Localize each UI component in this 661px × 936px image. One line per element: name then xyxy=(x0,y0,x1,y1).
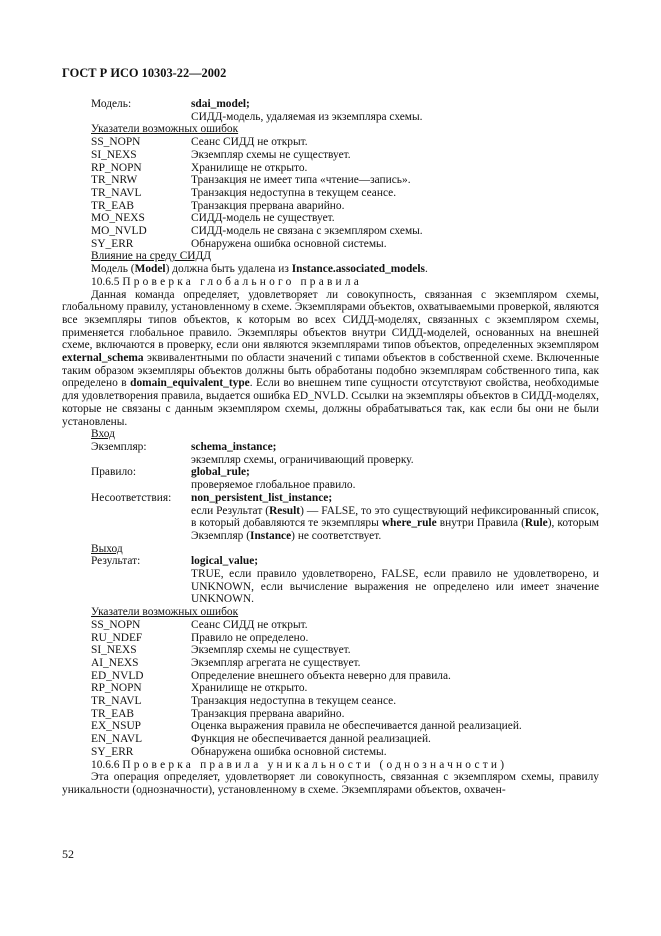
section-10-6-6-heading xyxy=(62,759,599,772)
error-row xyxy=(91,682,599,695)
error-text: СИДД-модель не связана с экземпляром схемы. xyxy=(191,225,423,238)
section-10-6-5-paragraph: Данная команда определяет, удовлетворяет ли совокупность, связанная с экземпляром схемы, глобальному правилу, установленному в схеме. Экземплярами объектов, охватываемыми проверкой, являются все экземпляры типов объектов, к которым во всех СИДД-моделях, связанных с экземпляром схемы, применяется глобальное правило. Экземпляры объектов внутри СИДД-моделей, основанных на внешней схеме, включаются в проверку, если они являются экземплярами типов объектов, определенных экземпляром external_schema эквивалентными по области значений с типами объектов в собственной схеме. Включенные таким образом экземпляры объектов должны быть обработаны подобно экземплярам собственного типа, как определено в domain_equivalent_type. Если во внешнем типе сущности отсутствуют свойства, необходимые для удовлетворения правила, выдается ошибка ED_NVLD. Ссылки на экземпляры объектов в СИДД-моделях, которые не связаны с данным экземпляром схемы, должны обрабатываться так, как если бы они не были установлены. xyxy=(62,288,599,428)
model-name: sdai_model; xyxy=(191,98,250,110)
error-text: Транзакция не имеет типа «чтение—запись». xyxy=(191,174,411,187)
errors-list-1 xyxy=(91,136,599,250)
page-header: ГОСТ Р ИСО 10303-22—2002 xyxy=(62,66,227,80)
section-number: 10.6.6 xyxy=(91,758,120,771)
error-code: TR_NRW xyxy=(91,174,138,187)
error-text: Оценка выражения правила не обеспечивается данной реализацией. xyxy=(191,720,522,733)
error-row xyxy=(91,238,599,251)
error-text: СИДД-модель не существует. xyxy=(191,212,335,225)
section-10-6-5-heading xyxy=(62,276,599,289)
error-row xyxy=(91,746,599,759)
error-code: SI_NEXS xyxy=(91,148,137,161)
error-row xyxy=(91,619,599,632)
section-10-6-6-paragraph: Эта операция определяет, удовлетворяет ли совокупность, связанная с экземпляром схемы, правилу уникальности (однозначности), установленному в схеме. Экземплярами объектов, охвачен- xyxy=(62,771,599,796)
input-desc: экземпляр схемы, ограничивающий проверку. xyxy=(191,453,414,466)
error-code: MO_NVLD xyxy=(91,225,147,238)
error-text: Хранилище не открыто. xyxy=(191,682,308,695)
error-text: Хранилище не открыто. xyxy=(191,161,308,174)
model-param-block xyxy=(62,98,599,276)
error-code: TR_NAVL xyxy=(91,695,142,708)
error-code: EN_NAVL xyxy=(91,733,143,746)
model-label: Модель: xyxy=(91,98,132,110)
error-code: EX_NSUP xyxy=(91,720,142,733)
error-text: Транзакция недоступна в текущем сеансе. xyxy=(191,186,397,199)
error-row xyxy=(91,136,599,149)
effect-text: Модель (Model) должна быть удалена из Instance.associated_models. xyxy=(91,263,428,276)
page-number: 52 xyxy=(62,847,74,861)
input-label: Правило: xyxy=(91,466,136,479)
section-title: Проверка правила уникальности (однозначности) xyxy=(122,758,508,771)
error-text: Экземпляр схемы не существует. xyxy=(191,644,351,657)
noncomp-label: Несоответствия: xyxy=(91,491,172,504)
error-code: RP_NOPN xyxy=(91,682,142,695)
error-row xyxy=(91,708,599,721)
error-code: TR_EAB xyxy=(91,199,135,212)
input-block xyxy=(62,428,599,758)
result-label: Результат: xyxy=(91,555,141,568)
error-row xyxy=(91,187,599,200)
input-name: schema_instance; xyxy=(191,440,277,453)
page-content xyxy=(62,98,599,797)
error-text: Обнаружена ошибка основной системы. xyxy=(191,745,387,758)
error-text: Сеанс СИДД не открыт. xyxy=(191,136,308,149)
error-row xyxy=(91,162,599,175)
input-name: global_rule; xyxy=(191,466,250,479)
error-code: RP_NOPN xyxy=(91,161,142,174)
error-code: MO_NEXS xyxy=(91,212,145,225)
error-text: Правило не определено. xyxy=(191,631,309,644)
error-row xyxy=(91,720,599,733)
input-label: Экземпляр: xyxy=(91,440,147,453)
error-text: Обнаружена ошибка основной системы. xyxy=(191,237,387,250)
error-text: Экземпляр схемы не существует. xyxy=(191,148,351,161)
errors-title-1: Указатели возможных ошибок xyxy=(91,123,239,136)
error-row xyxy=(91,632,599,645)
error-code: SY_ERR xyxy=(91,237,134,250)
error-row xyxy=(91,695,599,708)
effect-title: Влияние на среду СИДД xyxy=(91,250,212,263)
error-code: SS_NOPN xyxy=(91,136,141,149)
error-row xyxy=(91,149,599,162)
error-row xyxy=(91,212,599,225)
error-text: Сеанс СИДД не открыт. xyxy=(191,618,308,631)
errors-list-2 xyxy=(91,619,599,759)
errors-title-2: Указатели возможных ошибок xyxy=(91,606,239,619)
model-desc: СИДД-модель, удаляемая из экземпляра схемы. xyxy=(191,110,423,123)
error-code: AI_NEXS xyxy=(91,656,139,669)
section-number: 10.6.5 xyxy=(91,275,120,288)
noncomp-name: non_persistent_list_instance; xyxy=(191,491,333,504)
input-title: Вход xyxy=(91,428,115,441)
error-code: SI_NEXS xyxy=(91,644,137,657)
section-title: Проверка глобального правила xyxy=(122,275,362,288)
error-row xyxy=(91,670,599,683)
error-row xyxy=(91,644,599,657)
error-code: ED_NVLD xyxy=(91,669,144,682)
error-code: SY_ERR xyxy=(91,745,134,758)
error-text: Транзакция прервана аварийно. xyxy=(191,199,345,212)
input-desc: проверяемое глобальное правило. xyxy=(191,479,356,492)
error-row xyxy=(91,174,599,187)
output-title: Выход xyxy=(91,542,123,555)
error-code: RU_NDEF xyxy=(91,631,143,644)
error-text: Транзакция прервана аварийно. xyxy=(191,707,345,720)
error-code: SS_NOPN xyxy=(91,618,141,631)
error-code: TR_NAVL xyxy=(91,186,142,199)
noncomp-desc: если Результат (Result) — FALSE, то это существующий нефиксированный список, в который добавляются те экземпляры where_rule внутри Правила (Rule), которым Экземпляр (Instance) не соответствует. xyxy=(191,504,599,542)
error-row xyxy=(91,225,599,238)
error-row xyxy=(91,733,599,746)
result-name: logical_value; xyxy=(191,555,259,568)
result-desc: TRUE, если правило удовлетворено, FALSE, если правило не удовлетворено, и UNKNOWN, если вычисление выражения не определено или имеет значение UNKNOWN. xyxy=(191,568,599,606)
error-text: Функция не обеспечивается данной реализацией. xyxy=(191,733,431,746)
error-text: Экземпляр агрегата не существует. xyxy=(191,656,361,669)
error-text: Определение внешнего объекта неверно для правила. xyxy=(191,669,451,682)
error-text: Транзакция недоступна в текущем сеансе. xyxy=(191,695,397,708)
error-row xyxy=(91,200,599,213)
error-row xyxy=(91,657,599,670)
error-code: TR_EAB xyxy=(91,707,135,720)
